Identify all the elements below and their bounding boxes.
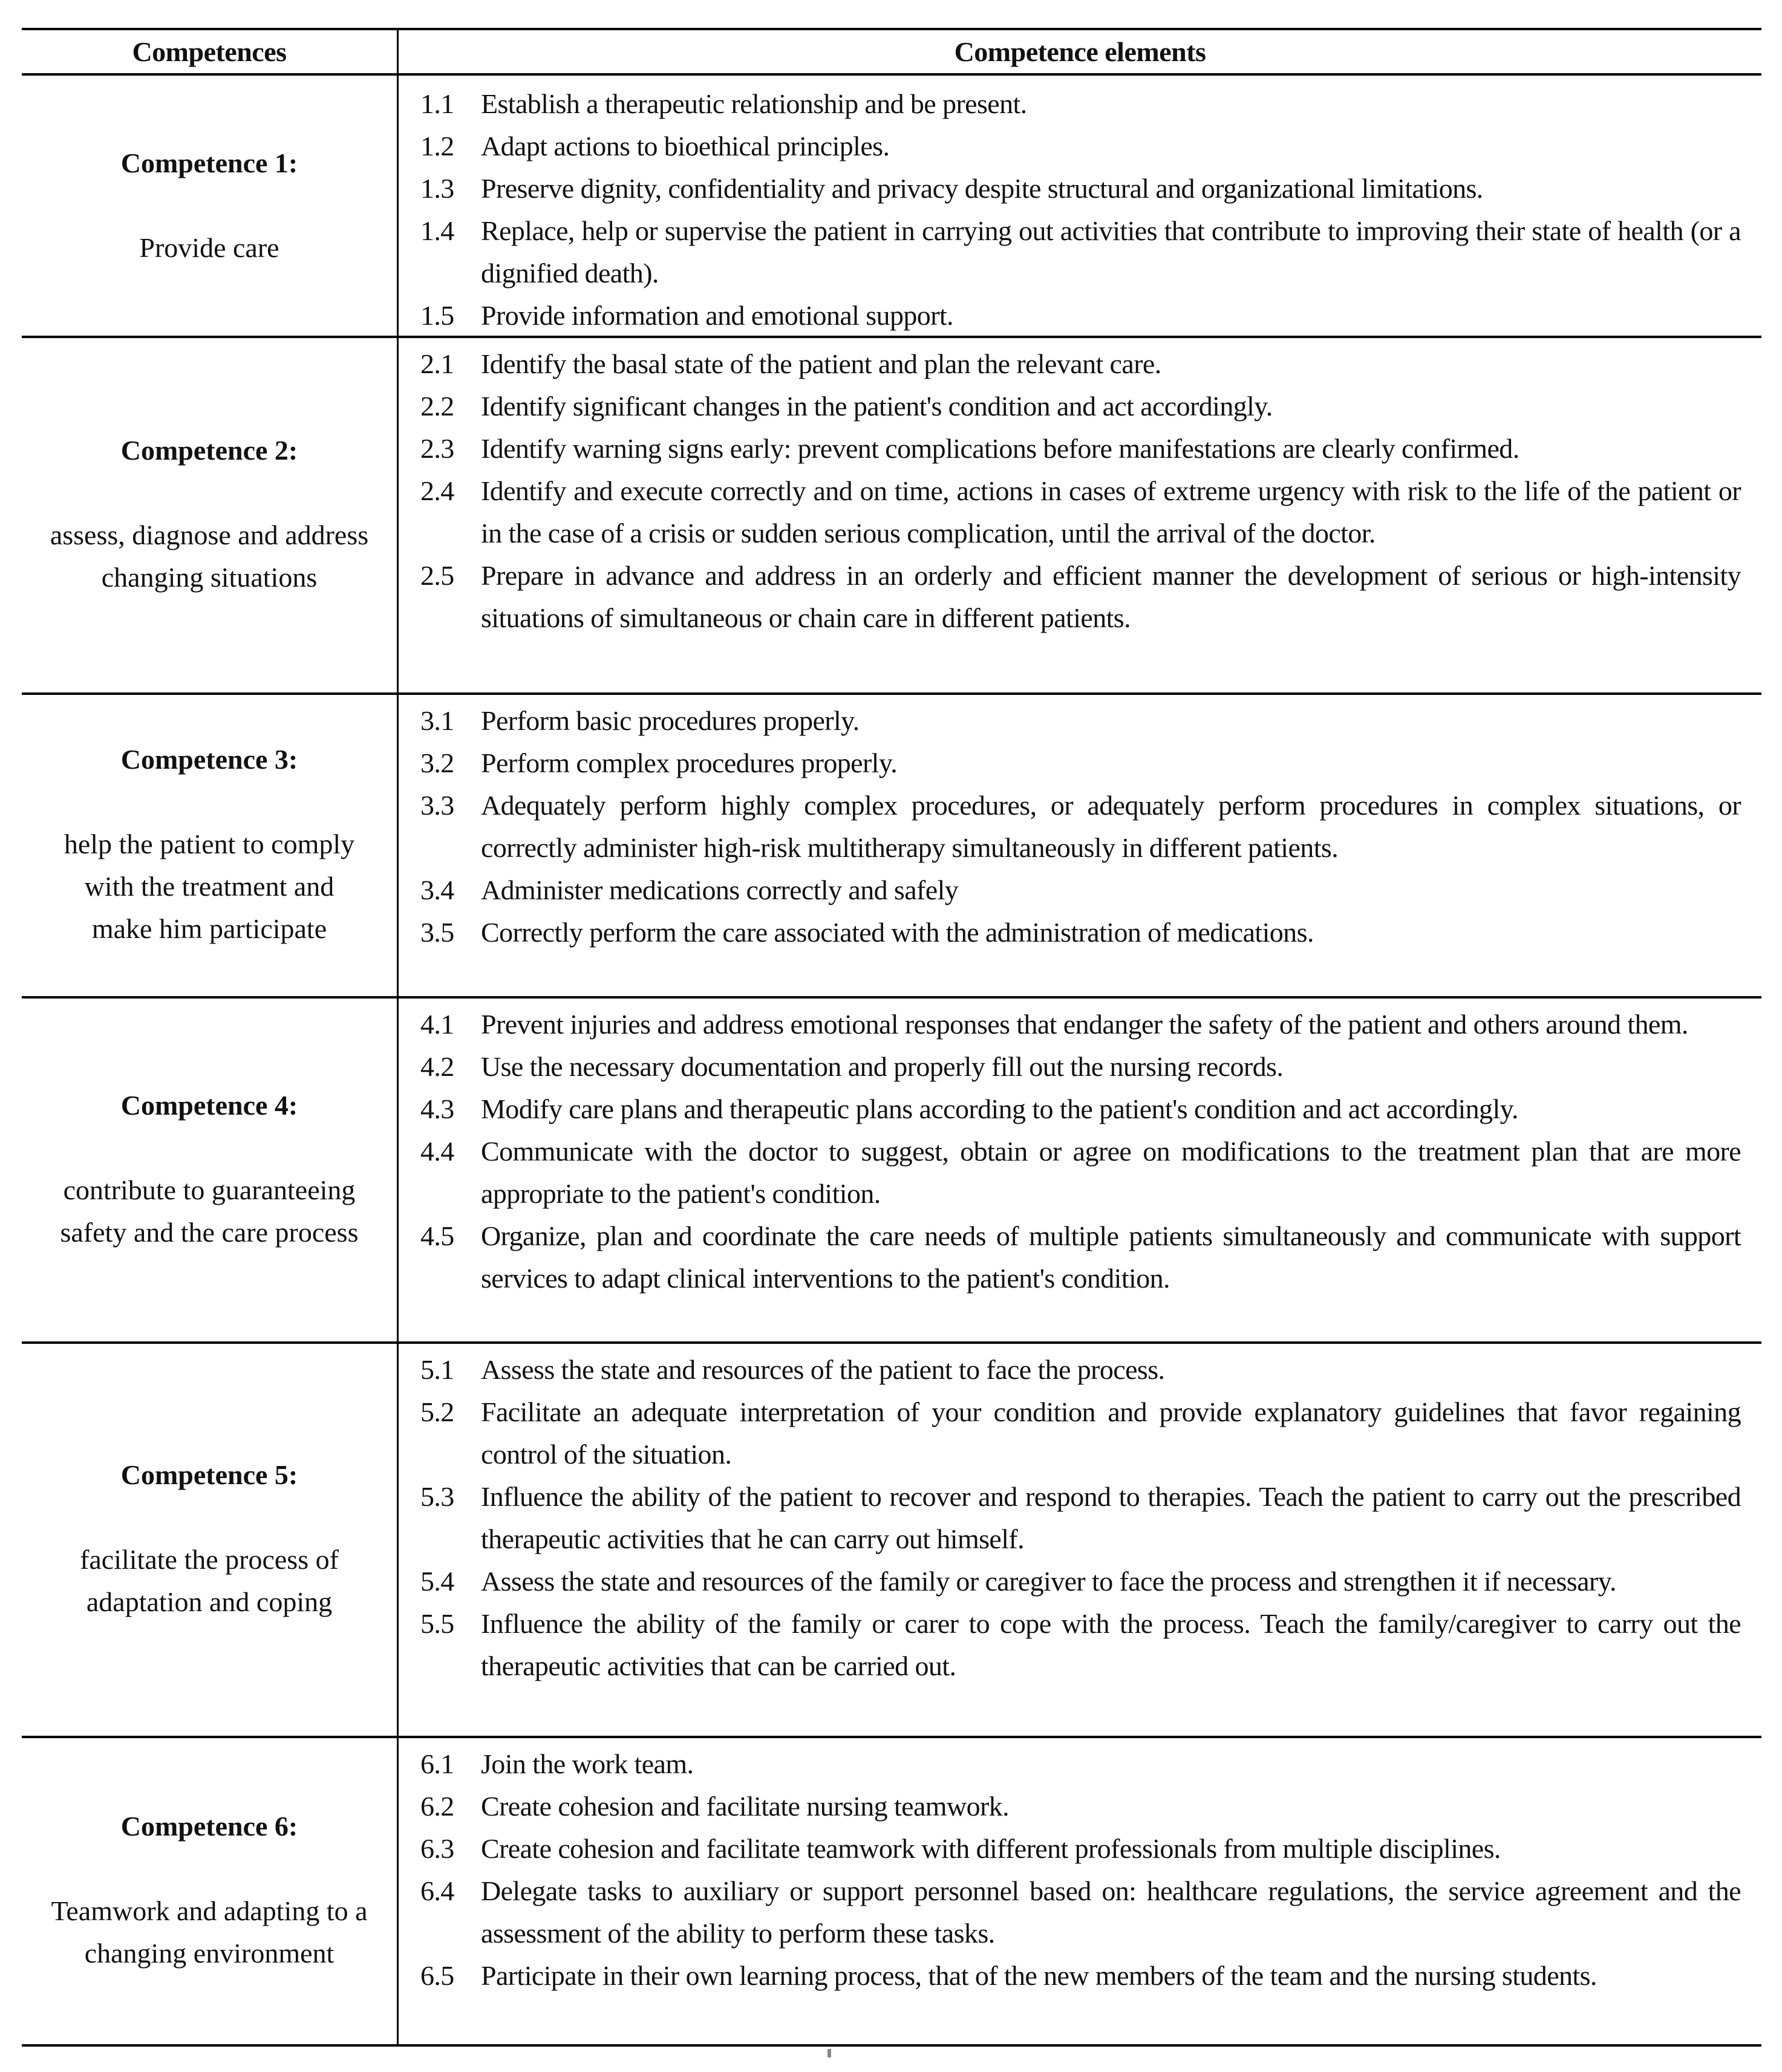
competence-description: contribute to guaranteeing safety and the care process: [60, 1174, 359, 1248]
competence-element: [420, 784, 1741, 869]
element-number: 3.5: [420, 917, 454, 948]
element-text: Identify warning signs early: prevent complications before manifestations are clearly confirmed.: [481, 433, 1519, 464]
competence-elements-cell: [399, 1341, 1761, 1736]
competence-element: [420, 1046, 1741, 1088]
competence-title: Competence 2:: [120, 435, 298, 466]
competence-element: [420, 1955, 1741, 1997]
row-divider-rule: [22, 1341, 1761, 1344]
element-text: Adapt actions to bioethical principles.: [481, 131, 890, 161]
competence-elements-cell: [399, 692, 1761, 996]
element-number: 1.2: [420, 131, 454, 161]
element-text: Prepare in advance and address in an orderly and efficient manner the development of serious or high-intensity situations of simultaneous or chain care in different patients.: [481, 560, 1741, 633]
element-text: Identify significant changes in the patient's condition and act accordingly.: [481, 391, 1273, 422]
competence-elements-cell: [399, 336, 1761, 692]
competence-row: [22, 996, 1761, 1341]
element-text: Provide information and emotional support.: [481, 300, 953, 331]
element-text: Create cohesion and facilitate teamwork with different professionals from multiple disciplines.: [481, 1833, 1501, 1864]
competence-element: [420, 343, 1741, 385]
competence-row: [22, 692, 1761, 996]
header-competence-elements: Competence elements: [954, 36, 1206, 67]
competence-element: [420, 385, 1741, 428]
competence-cell: [22, 1736, 397, 2044]
element-number: 5.5: [420, 1608, 454, 1639]
element-text: Replace, help or supervise the patient in carrying out activities that contribute to improving their state of health (or a dignified death).: [481, 215, 1741, 288]
header-competences: Competences: [132, 36, 287, 67]
element-text: Influence the ability of the family or carer to cope with the process. Teach the family/caregiver to carry out the therapeutic activities that can be carried out.: [481, 1608, 1741, 1681]
competence-element: [420, 700, 1741, 742]
competence-title: Competence 1:: [120, 148, 298, 178]
competence-cell: [22, 692, 397, 996]
competence-element: [420, 1743, 1741, 1785]
element-text: Use the necessary documentation and properly fill out the nursing records.: [481, 1051, 1284, 1082]
element-number: 4.1: [420, 1009, 454, 1040]
competence-element: [420, 125, 1741, 168]
competence-elements-cell: [399, 76, 1761, 336]
element-number: 2.3: [420, 433, 454, 464]
competence-element: [420, 1603, 1741, 1687]
competence-cell: [22, 996, 397, 1341]
competence-title: Competence 4:: [120, 1089, 298, 1121]
competence-element: [420, 555, 1741, 639]
element-text: Administer medications correctly and safely: [481, 875, 959, 905]
competence-title: Competence 3:: [120, 744, 298, 775]
element-number: 6.4: [420, 1875, 454, 1906]
element-text: Influence the ability of the patient to recover and respond to therapies. Teach the patient to carry out the prescribed therapeutic activities that he can carry out himself.: [481, 1481, 1741, 1554]
element-number: 6.1: [420, 1748, 454, 1779]
row-divider-rule: [22, 2044, 1761, 2047]
competence-description: assess, diagnose and address changing situations: [50, 520, 369, 593]
competence-element: [420, 869, 1741, 911]
row-divider-rule: [22, 996, 1761, 999]
element-text: Join the work team.: [481, 1748, 694, 1779]
element-text: Identify the basal state of the patient and plan the relevant care.: [481, 348, 1161, 379]
element-number: 3.3: [420, 790, 454, 821]
competence-row: [22, 336, 1761, 692]
competence-element: [420, 911, 1741, 954]
competence-element: [420, 1349, 1741, 1391]
element-text: Adequately perform highly complex procedures, or adequately perform procedures in complex situations, or correctly administer high-risk multitherapy simultaneously in different patients.: [481, 790, 1741, 863]
element-text: Modify care plans and therapeutic plans according to the patient's condition and act accordingly.: [481, 1093, 1518, 1124]
competence-cell: [22, 76, 397, 336]
element-number: 1.3: [420, 173, 454, 204]
element-text: Communicate with the doctor to suggest, obtain or agree on modifications to the treatment plan that are more appropriate to the patient's condition.: [481, 1136, 1741, 1209]
competence-description: Teamwork and adapting to a changing environment: [51, 1895, 368, 1969]
competence-element: [420, 1560, 1741, 1603]
competence-element: [420, 168, 1741, 210]
row-divider-rule: [22, 1736, 1761, 1738]
element-number: 4.4: [420, 1136, 454, 1167]
element-text: Assess the state and resources of the patient to face the process.: [481, 1354, 1165, 1385]
competence-element: [420, 1391, 1741, 1476]
competence-element: [420, 1215, 1741, 1300]
element-number: 6.2: [420, 1791, 454, 1822]
competence-element: [420, 295, 1741, 337]
element-number: 2.1: [420, 348, 454, 379]
element-number: 3.2: [420, 748, 454, 778]
competence-element: [420, 83, 1741, 125]
element-number: 2.4: [420, 475, 454, 506]
element-number: 3.1: [420, 705, 454, 736]
competence-row: [22, 1341, 1761, 1736]
element-text: Perform complex procedures properly.: [481, 748, 898, 778]
competence-title: Competence 5:: [120, 1459, 298, 1490]
competence-description: help the patient to comply with the treatment and make him participate: [64, 829, 355, 944]
competence-elements-cell: [399, 1736, 1761, 2044]
element-text: Prevent injuries and address emotional responses that endanger the safety of the patient and others around them.: [481, 1009, 1688, 1040]
competence-cell: [22, 1341, 397, 1736]
competence-row: [22, 76, 1761, 336]
competence-title: Competence 6:: [120, 1811, 298, 1842]
element-number: 4.2: [420, 1051, 454, 1082]
competence-element: [420, 1130, 1741, 1215]
competence-element: [420, 1088, 1741, 1130]
element-number: 1.1: [420, 88, 454, 119]
element-number: 1.4: [420, 215, 454, 246]
competence-element: [420, 742, 1741, 784]
element-number: 1.5: [420, 300, 454, 331]
competence-element: [420, 1476, 1741, 1560]
competence-element: [420, 428, 1741, 470]
competence-element: [420, 1003, 1741, 1046]
element-number: 6.3: [420, 1833, 454, 1864]
element-number: 2.2: [420, 391, 454, 422]
element-text: Assess the state and resources of the family or caregiver to face the process and strengthen it if necessary.: [481, 1566, 1616, 1597]
element-text: Establish a therapeutic relationship and be present.: [481, 88, 1027, 119]
element-number: 5.3: [420, 1481, 454, 1512]
competence-element: [420, 1785, 1741, 1828]
element-text: Identify and execute correctly and on time, actions in cases of extreme urgency with risk to the life of the patient or in the case of a crisis or sudden serious complication, until the arrival of the doctor.: [481, 475, 1741, 549]
element-text: Participate in their own learning process, that of the new members of the team and the nursing students.: [481, 1960, 1597, 1991]
element-number: 4.5: [420, 1220, 454, 1251]
element-text: Delegate tasks to auxiliary or support personnel based on: healthcare regulations, the service agreement and the assessment of the ability to perform these tasks.: [481, 1875, 1741, 1949]
competence-description: facilitate the process of adaptation and coping: [80, 1544, 339, 1617]
element-number: 5.2: [420, 1396, 454, 1427]
element-number: 5.4: [420, 1566, 454, 1597]
competence-element: [420, 470, 1741, 555]
competence-row: [22, 1736, 1761, 2044]
page-mark: [827, 2049, 831, 2057]
element-text: Preserve dignity, confidentiality and privacy despite structural and organizational limitations.: [481, 173, 1483, 204]
competence-element: [420, 1828, 1741, 1870]
element-text: Facilitate an adequate interpretation of your condition and provide explanatory guidelines that favor regaining control of the situation.: [481, 1396, 1741, 1470]
competence-element: [420, 1870, 1741, 1955]
competence-cell: [22, 336, 397, 692]
element-text: Perform basic procedures properly.: [481, 705, 860, 736]
element-text: Correctly perform the care associated with the administration of medications.: [481, 917, 1314, 948]
element-text: Create cohesion and facilitate nursing teamwork.: [481, 1791, 1009, 1822]
element-number: 4.3: [420, 1093, 454, 1124]
row-divider-rule: [22, 336, 1761, 338]
element-number: 6.5: [420, 1960, 454, 1991]
element-number: 2.5: [420, 560, 454, 591]
element-number: 5.1: [420, 1354, 454, 1385]
row-divider-rule: [22, 692, 1761, 695]
competence-elements-cell: [399, 996, 1761, 1341]
element-text: Organize, plan and coordinate the care needs of multiple patients simultaneously and communicate with support services to adapt clinical interventions to the patient's condition.: [481, 1220, 1741, 1294]
competence-description: Provide care: [139, 232, 279, 263]
element-number: 3.4: [420, 875, 454, 905]
competence-element: [420, 210, 1741, 295]
